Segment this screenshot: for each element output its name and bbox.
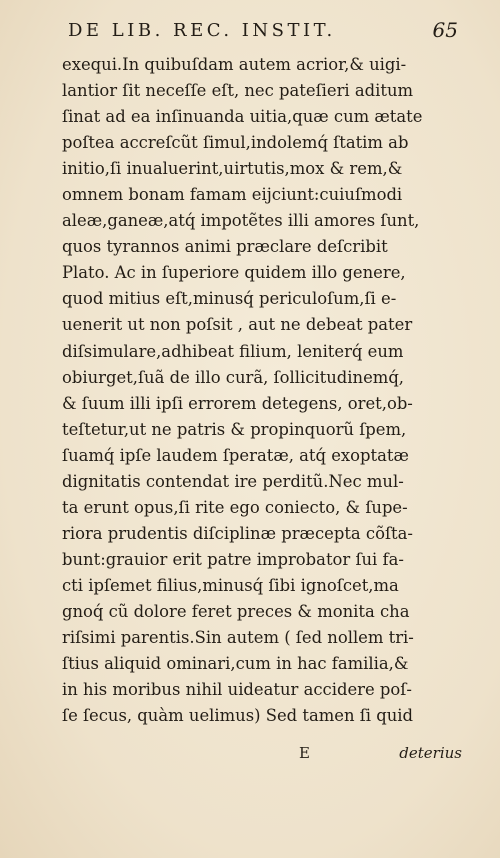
signature-mark: E bbox=[299, 744, 310, 762]
text-line: uenerit ut non poſsit , aut ne debeat pater bbox=[62, 315, 413, 335]
text-line: quod mitius eſt,minusq́ periculoſum,ſi e- bbox=[62, 289, 397, 309]
text-line: dignitatis contendat ire perditũ.Nec mul- bbox=[62, 471, 404, 491]
text-line: riſsimi parentis.Sin autem ( ſed nollem tri- bbox=[62, 628, 414, 648]
text-line: ſe ſecus, quàm uelimus) Sed tamen ſi quid bbox=[62, 706, 414, 726]
page-footer bbox=[62, 744, 462, 770]
text-line: ſuamq́ ipſe laudem ſperatæ, atq́ exoptatæ bbox=[62, 445, 409, 465]
text-line: quos tyrannos animi præclare deſcribit bbox=[62, 237, 388, 257]
text-line: ta erunt opus,ſi rite ego coniecto, & ſupe- bbox=[62, 497, 408, 517]
text-line: & ſuum illi ipſi errorem detegens, oret,ob- bbox=[62, 393, 413, 413]
text-line: poſtea accreſcũt ſimul,indolemq́ ſtatim ab bbox=[62, 133, 409, 153]
text-line: cti ipſemet filius,minusq́ ſibi ignoſcet,ma bbox=[62, 575, 399, 595]
text-line: initio,ſi inualuerint,uirtutis,mox & rem,& bbox=[62, 159, 403, 179]
text-line: omnem bonam famam eijciunt:cuiuſmodi bbox=[62, 185, 403, 205]
text-line: Plato. Ac in ſuperiore quidem illo genere, bbox=[62, 263, 406, 283]
text-line: bunt:grauior erit patre improbator ſui fa- bbox=[62, 549, 404, 569]
body-text bbox=[62, 52, 462, 729]
text-line: diſsimulare,adhibeat filium, leniterq́ eum bbox=[62, 341, 404, 361]
text-line: riora prudentis diſciplinæ præcepta cõſta- bbox=[62, 523, 413, 543]
text-line: aleæ,ganeæ,atq́ impotẽtes illi amores ſunt, bbox=[62, 211, 420, 231]
text-line: ſinat ad ea inſinuanda uitia,quæ cum ætate bbox=[62, 107, 423, 127]
text-line: obiurget,ſuã de illo curã, ſollicitudinemq́, bbox=[62, 367, 405, 387]
text-line: in his moribus nihil uideatur accidere poſ- bbox=[62, 680, 412, 700]
catchword: deterius bbox=[399, 744, 462, 762]
text-line: gnoq́ cũ dolore feret preces & monita cha bbox=[62, 601, 410, 621]
text-line: exequi.In quibuſdam autem acrior,& uigi- bbox=[62, 55, 407, 74]
text-line: ſtius aliquid ominari,cum in hac familia,& bbox=[62, 654, 409, 674]
page-header bbox=[68, 18, 458, 46]
text-line: teſtetur,ut ne patris & propinquorũ ſpem, bbox=[62, 419, 407, 439]
running-head: DE LIB. REC. INSTIT. bbox=[68, 20, 336, 41]
text-line: lantior ſit neceſſe eſt, nec pateſieri aditum bbox=[62, 81, 414, 101]
page-number: 65 bbox=[432, 18, 458, 42]
